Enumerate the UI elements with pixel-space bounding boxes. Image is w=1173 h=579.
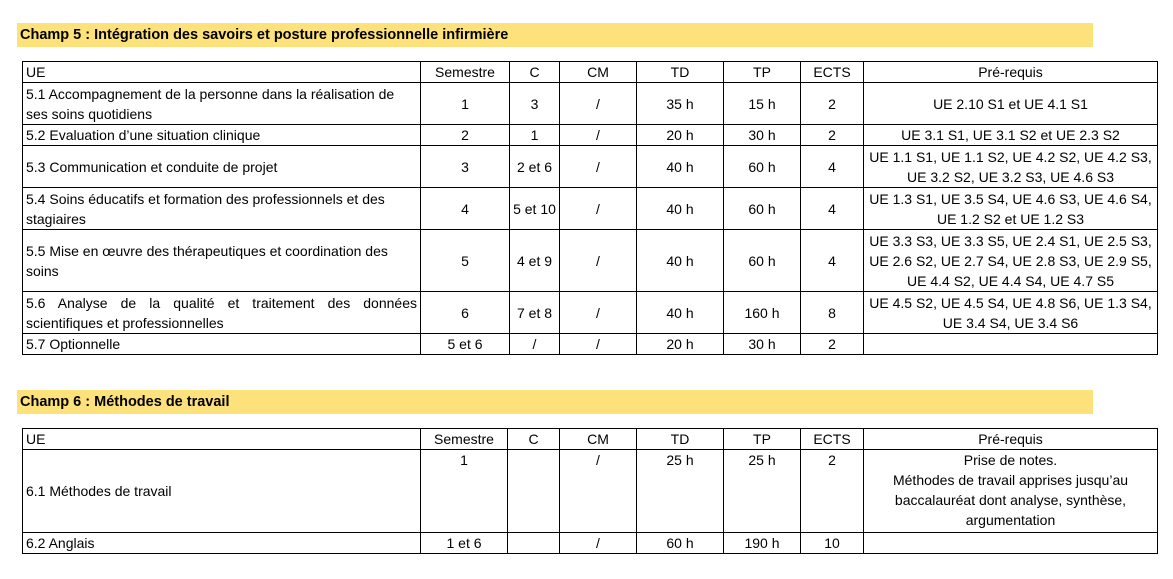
- header-ue: UE: [23, 62, 421, 83]
- cell-prerequis: [864, 533, 1158, 554]
- table-row: [23, 83, 1158, 125]
- cell-ects: 2: [801, 83, 864, 125]
- cell-ects: 4: [801, 230, 864, 292]
- cell-c: /: [510, 334, 560, 355]
- cell-td: 40 h: [637, 188, 724, 230]
- cell-ue: 6.1 Méthodes de travail: [23, 450, 421, 533]
- cell-prerequis: UE 3.1 S1, UE 3.1 S2 et UE 2.3 S2: [864, 125, 1158, 146]
- cell-c: [508, 450, 560, 533]
- header-c: C: [508, 429, 560, 450]
- table-row: [23, 533, 1158, 554]
- header-prerequis: Pré-requis: [864, 429, 1158, 450]
- cell-tp: 160 h: [724, 292, 801, 334]
- cell-cm: /: [560, 83, 637, 125]
- cell-c: 3: [510, 83, 560, 125]
- cell-semestre: 5: [421, 230, 510, 292]
- cell-semestre: 1: [421, 83, 510, 125]
- cell-td: 60 h: [637, 533, 724, 554]
- cell-cm: /: [560, 450, 637, 533]
- cell-td: 35 h: [637, 83, 724, 125]
- cell-cm: /: [560, 146, 637, 188]
- champ6-table: [22, 428, 1158, 554]
- table-header-row: [23, 62, 1158, 83]
- cell-ue: 5.6 Analyse de la qualité et traitement des données scientifiques et professionnelles: [23, 292, 421, 334]
- cell-tp: 25 h: [724, 450, 801, 533]
- header-ects: ECTS: [801, 429, 864, 450]
- cell-prerequis: UE 4.5 S2, UE 4.5 S4, UE 4.8 S6, UE 1.3 S4, UE 3.4 S4, UE 3.4 S6: [864, 292, 1158, 334]
- cell-semestre: 6: [421, 292, 510, 334]
- header-cm: CM: [560, 429, 637, 450]
- cell-ects: 2: [801, 334, 864, 355]
- cell-cm: /: [560, 230, 637, 292]
- cell-prerequis: UE 1.1 S1, UE 1.1 S2, UE 4.2 S2, UE 4.2 S3, UE 3.2 S2, UE 3.2 S3, UE 4.6 S3: [864, 146, 1158, 188]
- cell-prerequis: UE 2.10 S1 et UE 4.1 S1: [864, 83, 1158, 125]
- header-semestre: Semestre: [421, 429, 508, 450]
- cell-tp: 30 h: [724, 125, 801, 146]
- cell-cm: /: [560, 125, 637, 146]
- cell-ects: 4: [801, 146, 864, 188]
- cell-c: [508, 533, 560, 554]
- table-row: [23, 292, 1158, 334]
- cell-ue: 5.4 Soins éducatifs et formation des professionnels et des stagiaires: [23, 188, 421, 230]
- cell-c: 2 et 6: [510, 146, 560, 188]
- cell-prerequis: [864, 334, 1158, 355]
- cell-td: 40 h: [637, 292, 724, 334]
- champ6-title: Champ 6 : Méthodes de travail: [17, 390, 1093, 414]
- cell-ue: 5.3 Communication et conduite de projet: [23, 146, 421, 188]
- cell-semestre: 1 et 6: [421, 533, 508, 554]
- cell-td: 25 h: [637, 450, 724, 533]
- header-tp: TP: [724, 62, 801, 83]
- cell-ue: 5.2 Evaluation d’une situation clinique: [23, 125, 421, 146]
- header-semestre: Semestre: [421, 62, 510, 83]
- cell-tp: 60 h: [724, 146, 801, 188]
- cell-semestre: 1: [421, 450, 508, 533]
- cell-cm: /: [560, 334, 637, 355]
- header-td: TD: [637, 62, 724, 83]
- cell-c: 1: [510, 125, 560, 146]
- table-row: [23, 334, 1158, 355]
- cell-tp: 15 h: [724, 83, 801, 125]
- header-cm: CM: [560, 62, 637, 83]
- cell-tp: 190 h: [724, 533, 801, 554]
- cell-td: 20 h: [637, 125, 724, 146]
- cell-ue: 5.5 Mise en œuvre des thérapeutiques et coordination des soins: [23, 230, 421, 292]
- champ5-title: Champ 5 : Intégration des savoirs et posture professionnelle infirmière: [17, 23, 1093, 47]
- cell-tp: 60 h: [724, 188, 801, 230]
- cell-c: 7 et 8: [510, 292, 560, 334]
- header-tp: TP: [724, 429, 801, 450]
- cell-c: 4 et 9: [510, 230, 560, 292]
- header-ue: UE: [23, 429, 421, 450]
- table-row: [23, 125, 1158, 146]
- cell-semestre: 5 et 6: [421, 334, 510, 355]
- cell-ects: 2: [801, 125, 864, 146]
- champ5-table: [22, 61, 1158, 355]
- cell-ects: 4: [801, 188, 864, 230]
- table-row: [23, 188, 1158, 230]
- cell-prerequis: UE 3.3 S3, UE 3.3 S5, UE 2.4 S1, UE 2.5 S3, UE 2.6 S2, UE 2.7 S4, UE 2.8 S3, UE 2.9 S5, UE 4.4 S2, UE 4.4 S4, UE 4.7 S5: [864, 230, 1158, 292]
- cell-ue: 5.7 Optionnelle: [23, 334, 421, 355]
- cell-td: 40 h: [637, 230, 724, 292]
- table-row: [23, 450, 1158, 533]
- cell-semestre: 2: [421, 125, 510, 146]
- cell-cm: /: [560, 533, 637, 554]
- cell-ects: 2: [801, 450, 864, 533]
- header-prerequis: Pré-requis: [864, 62, 1158, 83]
- cell-td: 20 h: [637, 334, 724, 355]
- cell-tp: 60 h: [724, 230, 801, 292]
- cell-semestre: 3: [421, 146, 510, 188]
- header-c: C: [510, 62, 560, 83]
- cell-prerequis: Prise de notes. Méthodes de travail apprises jusqu’au baccalauréat dont analyse, synthèse, argumentation: [864, 450, 1158, 533]
- cell-prerequis: UE 1.3 S1, UE 3.5 S4, UE 4.6 S3, UE 4.6 S4, UE 1.2 S2 et UE 1.2 S3: [864, 188, 1158, 230]
- cell-cm: /: [560, 292, 637, 334]
- cell-cm: /: [560, 188, 637, 230]
- cell-ects: 10: [801, 533, 864, 554]
- header-td: TD: [637, 429, 724, 450]
- cell-td: 40 h: [637, 146, 724, 188]
- table-row: [23, 230, 1158, 292]
- cell-tp: 30 h: [724, 334, 801, 355]
- cell-c: 5 et 10: [510, 188, 560, 230]
- header-ects: ECTS: [801, 62, 864, 83]
- cell-ue: 5.1 Accompagnement de la personne dans la réalisation de ses soins quotidiens: [23, 83, 421, 125]
- cell-ue: 6.2 Anglais: [23, 533, 421, 554]
- cell-semestre: 4: [421, 188, 510, 230]
- table-row: [23, 146, 1158, 188]
- table-header-row: [23, 429, 1158, 450]
- cell-ects: 8: [801, 292, 864, 334]
